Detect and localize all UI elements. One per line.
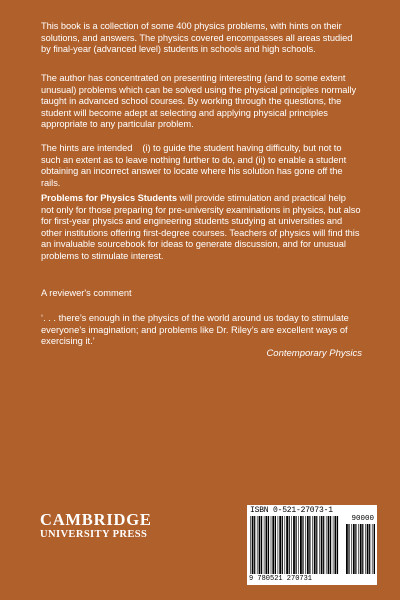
review-heading: A reviewer's comment [41,288,132,298]
book-title-inline: Problems for Physics Students [41,193,177,203]
barcode-bar [348,524,349,574]
hints-intro: The hints are intended [41,143,133,153]
barcode-bar [355,524,356,574]
barcode-bar [289,516,290,574]
barcode-bar [351,524,352,574]
barcode-bar [316,516,317,574]
barcode-bar [261,516,262,574]
barcode-bar [323,516,324,574]
description-paragraph-3 [41,143,361,189]
barcode-bar [353,524,355,574]
description-paragraph-1: This book is a collection of some 400 physics problems, with hints on their solutions, and answers. The physics covered encompasses all areas studied by final-year (advanced level) students in schools and high schools. [41,21,353,55]
barcode-bar [252,516,254,574]
barcode-bar [275,516,276,574]
barcode-bar [358,524,359,574]
isbn-label: ISBN 0-521-27073-1 [250,506,333,515]
barcode-bar [374,524,375,574]
description-paragraph-2: The author has concentrated on presenting interesting (and to some extent unusual) problems which can be solved using the physical principles normally taught in advanced school courses. By working through the questions, the student will become adept at selecting and applying physical principles appropriate to any particular problem. [41,73,357,130]
barcode-bar [279,516,281,574]
barcode-bar [330,516,331,574]
barcode-bar [337,516,338,574]
barcode-bar [346,524,348,574]
barcode-bar [367,524,369,574]
barcode-bar [298,516,299,574]
barcode-digits: 9 780521 270731 [249,575,313,583]
barcode-bar [254,516,255,574]
barcode-bar [266,516,268,574]
barcode-bar [286,516,288,574]
publisher-subtitle: UNIVERSITY PRESS [40,529,148,540]
barcode-bar [302,516,303,574]
barcode-bar [326,516,327,574]
barcode-bar [268,516,269,574]
barcode-bar [271,516,272,574]
barcode-bar [365,524,366,574]
barcode-bar [309,516,310,574]
barcode-bar [372,524,373,574]
barcode-bar [321,516,323,574]
barcode-bar [319,516,320,574]
barcode-bar [282,516,283,574]
barcode-bar [259,516,261,574]
barcode-bar [314,516,316,574]
barcode-bar [369,524,370,574]
barcode-bar [264,516,265,574]
audience-description: will provide stimulation and practical help not only for those preparing for pre-university examinations in physics, but also for first-year physics and engineering students studying at universities and other institutions offering first-degree courses. Teachers of physics will find this an invaluable sourcebook for ideas to generate discussion, and for unusual problems to stimulate interest. [41,193,361,261]
description-paragraph-4 [41,193,361,263]
review-source: Contemporary Physics [266,348,362,359]
barcode-bar [257,516,258,574]
barcode-addon-bars [345,524,375,574]
barcode-bar [307,516,309,574]
barcode-bar [312,516,313,574]
barcode-bar [335,516,337,574]
barcode-box [247,505,377,585]
price-code: 90000 [351,515,374,523]
barcode-bar [305,516,306,574]
barcode-bar [285,516,286,574]
barcode-bar [362,524,363,574]
barcode-bar [333,516,334,574]
barcode-bar [296,516,297,574]
barcode-bars [249,516,339,574]
barcode-bar [250,516,251,574]
barcode-bar [328,516,330,574]
barcode-bar [278,516,279,574]
review-quote: ‘. . . there’s enough in the physics of the world around us today to stimulate everyone’s imagination; and problems like Dr. Riley’s are excellent ways of exercising it.’ [41,313,349,347]
publisher-name: CAMBRIDGE [40,510,152,529]
barcode-bar [291,516,292,574]
publisher-logo [40,511,170,541]
barcode-bar [293,516,295,574]
barcode-bar [272,516,274,574]
barcode-bar [300,516,302,574]
barcode-bar [360,524,362,574]
hints-detail: (i) to guide the student having difficulty, but not to such an extent as to leave nothing further to do, and (ii) to enable a student obtaining an incorrect answer to locate where his solution has gone off the rails. [41,143,347,188]
